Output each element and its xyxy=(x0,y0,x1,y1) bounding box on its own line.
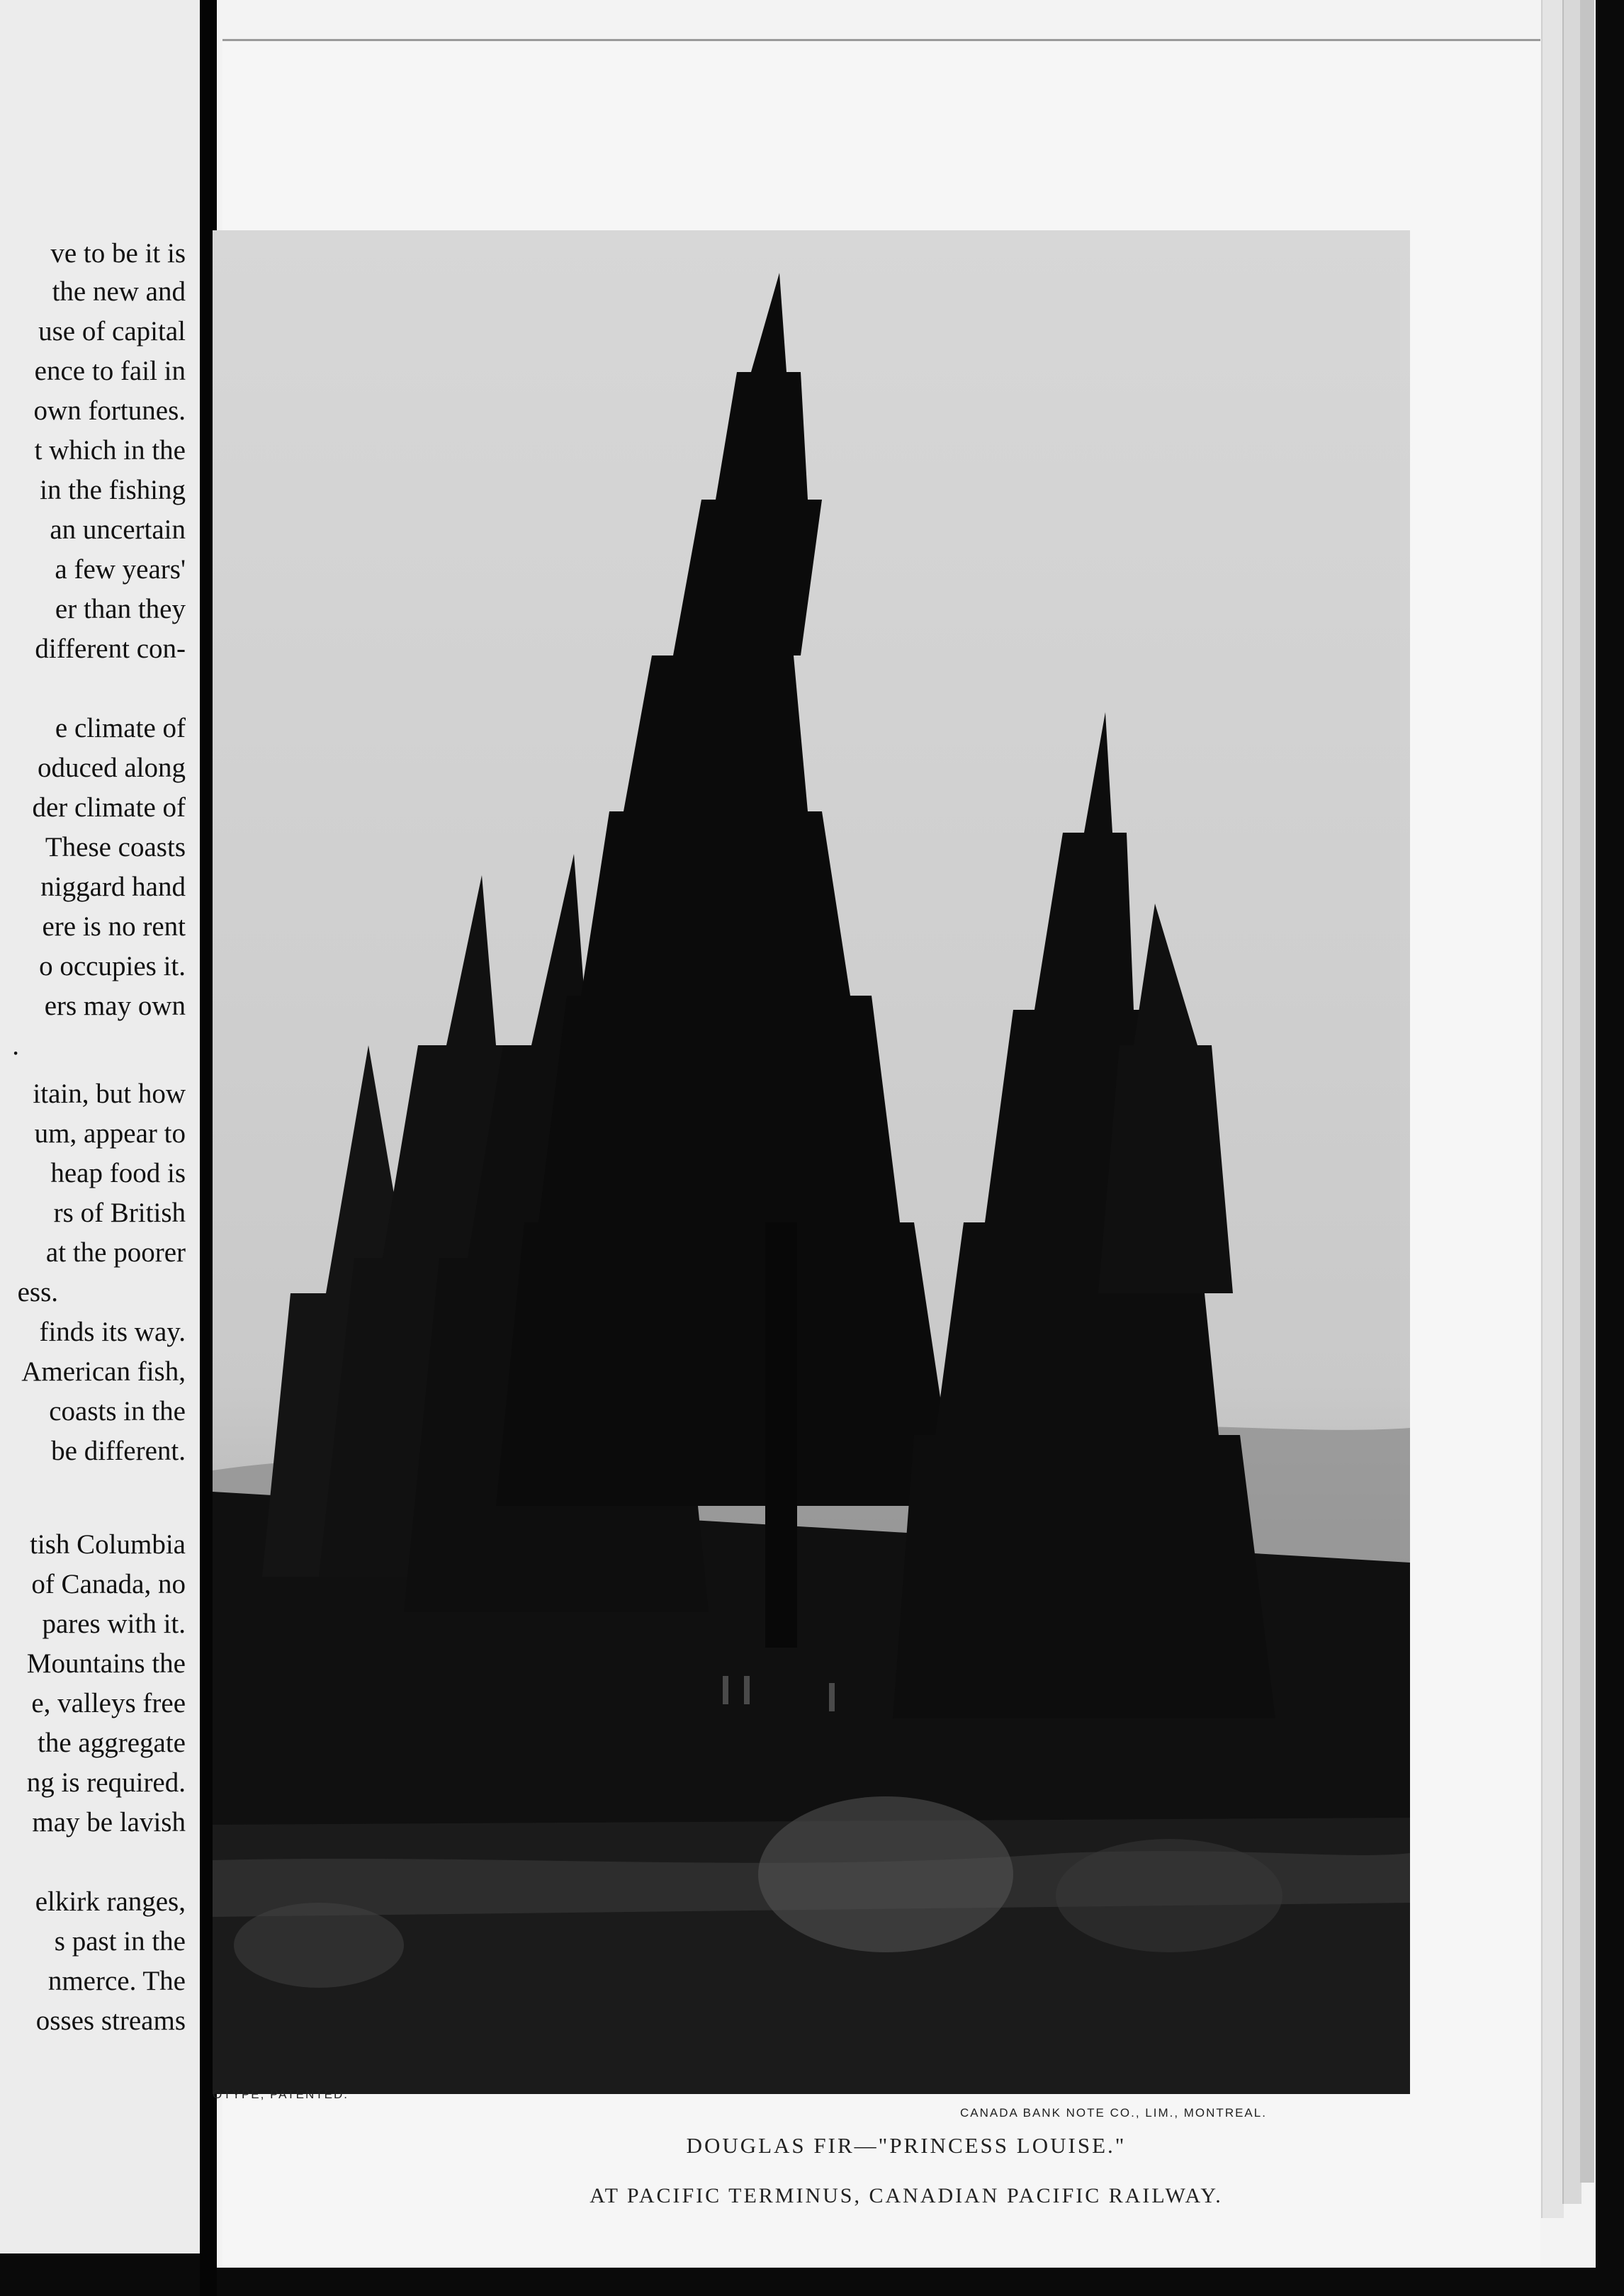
text-line: of Canada, no xyxy=(31,1569,186,1599)
text-line: ess. xyxy=(17,1277,58,1307)
text-line: elkirk ranges, xyxy=(35,1886,186,1917)
text-line: different con- xyxy=(35,634,186,664)
text-line: finds its way. xyxy=(39,1317,186,1347)
text-line: s past in the xyxy=(54,1926,186,1957)
text-line: may be lavish xyxy=(32,1807,186,1838)
text-line: an uncertain xyxy=(50,514,186,545)
caption-title: DOUGLAS FIR—"PRINCESS LOUISE." xyxy=(686,2133,1127,2158)
text-line: at the poorer xyxy=(45,1237,186,1268)
text-line: Mountains the xyxy=(26,1648,186,1679)
text-line: the new and xyxy=(52,276,186,307)
text-line: . xyxy=(12,1030,19,1061)
text-line: e, valleys free xyxy=(31,1688,186,1718)
text-line: oduced along xyxy=(37,753,186,783)
text-line: rs of British xyxy=(53,1198,186,1228)
text-line: ng is required. xyxy=(26,1767,186,1798)
text-line: American fish, xyxy=(21,1356,186,1387)
text-line: e climate of xyxy=(55,713,186,743)
text-line: the aggregate xyxy=(38,1728,186,1758)
text-line: t which in the xyxy=(34,435,186,466)
text-line: pares with it. xyxy=(42,1609,186,1639)
page-edge xyxy=(1580,0,1594,2183)
text-line: heap food is xyxy=(50,1158,186,1188)
text-line: own fortunes. xyxy=(33,395,186,426)
page-edge xyxy=(1541,0,1564,2218)
left-facing-page xyxy=(0,0,200,2253)
text-line: be different. xyxy=(51,1436,186,1466)
text-line: niggard hand xyxy=(40,872,186,902)
text-line: osses streams xyxy=(35,2005,186,2036)
text-line: um, appear to xyxy=(34,1118,186,1149)
douglas-fir-photograph xyxy=(213,230,1410,2094)
text-line: ve to be it is xyxy=(50,238,186,269)
page-edge xyxy=(1562,0,1581,2204)
engraver-credit-right: CANADA BANK NOTE CO., LIM., MONTREAL. xyxy=(960,2106,1267,2120)
text-line: These coasts xyxy=(45,832,186,862)
text-line: use of capital xyxy=(38,316,186,347)
text-line: tish Columbia xyxy=(30,1529,186,1560)
engraver-credit-left: OTYPE, PATENTED. xyxy=(213,2088,349,2101)
text-line: itain, but how xyxy=(33,1079,186,1109)
text-line: a few years' xyxy=(55,554,186,585)
text-line: er than they xyxy=(55,594,186,624)
text-line: in the fishing xyxy=(40,475,186,505)
text-line: nmerce. The xyxy=(47,1966,186,1996)
text-line: der climate of xyxy=(32,792,186,823)
text-line: ers may own xyxy=(44,991,186,1021)
text-line: coasts in the xyxy=(49,1396,186,1426)
caption-subtitle: AT PACIFIC TERMINUS, CANADIAN PACIFIC RAILWAY. xyxy=(590,2184,1223,2207)
text-line: ence to fail in xyxy=(34,356,186,386)
text-line: o occupies it. xyxy=(39,951,186,981)
text-line: ere is no rent xyxy=(42,911,186,942)
